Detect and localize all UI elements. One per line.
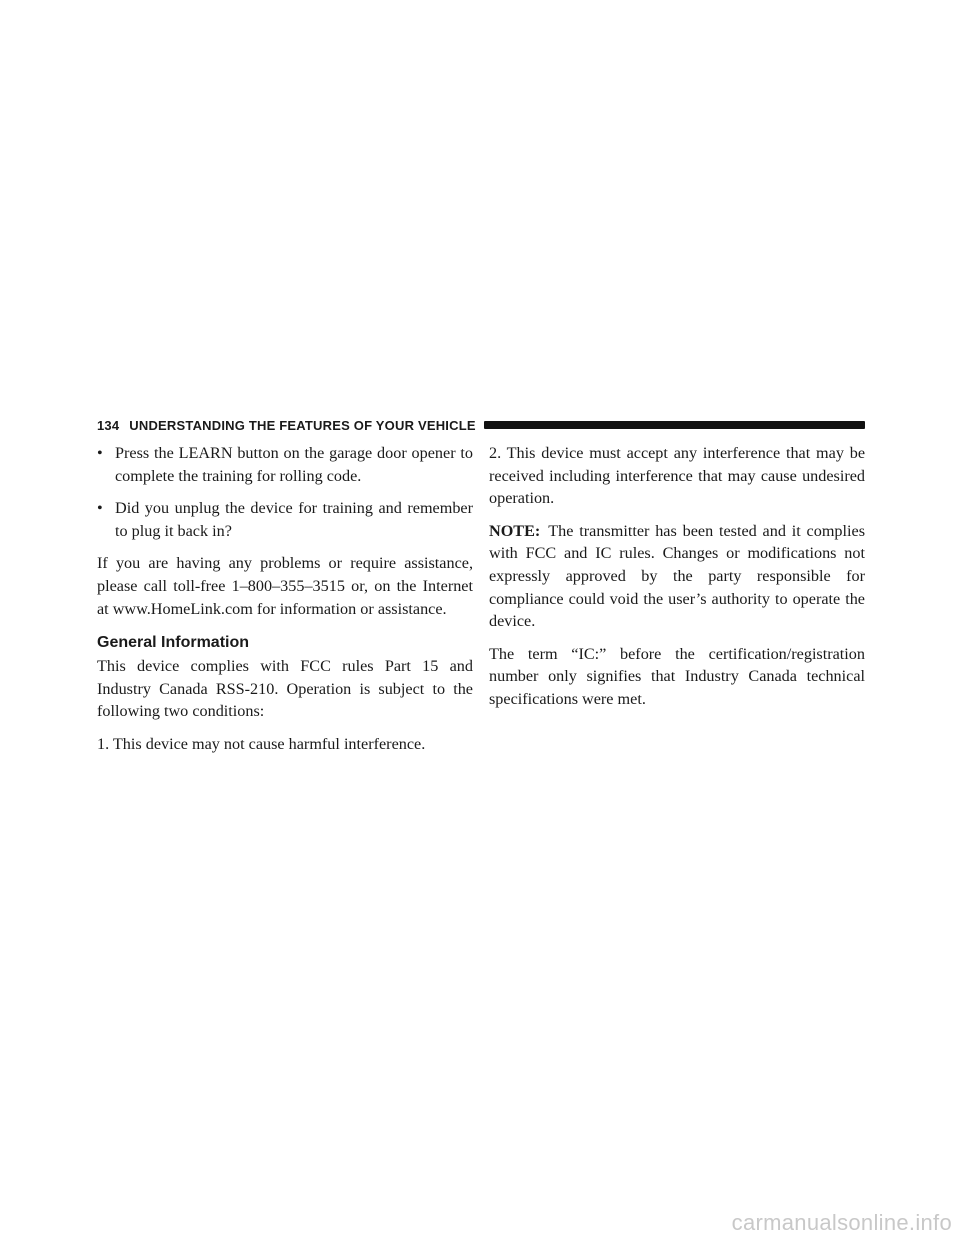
left-column [97,442,473,766]
section-heading: General Information [97,634,250,652]
bullet-item [97,442,473,487]
section-title: UNDERSTANDING THE FEATURES OF YOUR VEHICLE [129,417,476,433]
note-label: NOTE: [489,521,541,540]
compliance-paragraph: This device complies with FCC rules Part 15 and Industry Canada RSS-210. Operation is subject to the following two conditions: [97,657,473,721]
bullet-icon: • [97,444,103,462]
bullet-text: Press the LEARN button on the garage door opener to complete the training for rolling code. [115,444,473,485]
watermark: carmanualsonline.info [731,1210,952,1235]
bullet-icon: • [97,499,103,518]
bullet-item [97,497,473,542]
page-number: 134 [97,417,120,433]
page-header [97,414,865,436]
bullet-text: Did you unplug the device for training and remember to plug it back in? [115,499,473,540]
note-text: The transmitter has been tested and it complies with FCC and IC rules. Changes or modifications not expressly approved by the party responsible for compliance could void the user’s authority to operate the device. [489,521,865,631]
help-paragraph: If you are having any problems or require assistance, please call toll-free 1–800–355–3515 or, on the Internet at www.HomeLink.com for information or assistance. [97,554,473,618]
ic-paragraph: The term “IC:” before the certification/registration number only signifies that Industry Canada technical specifications were met. [489,644,865,708]
right-column [489,442,865,721]
header-rule [484,421,865,429]
note-paragraph [489,520,865,633]
condition-2: 2. This device must accept any interference that may be received including interference that may cause undesired operation. [489,444,865,508]
condition-1: 1. This device may not cause harmful interference. [97,734,426,753]
